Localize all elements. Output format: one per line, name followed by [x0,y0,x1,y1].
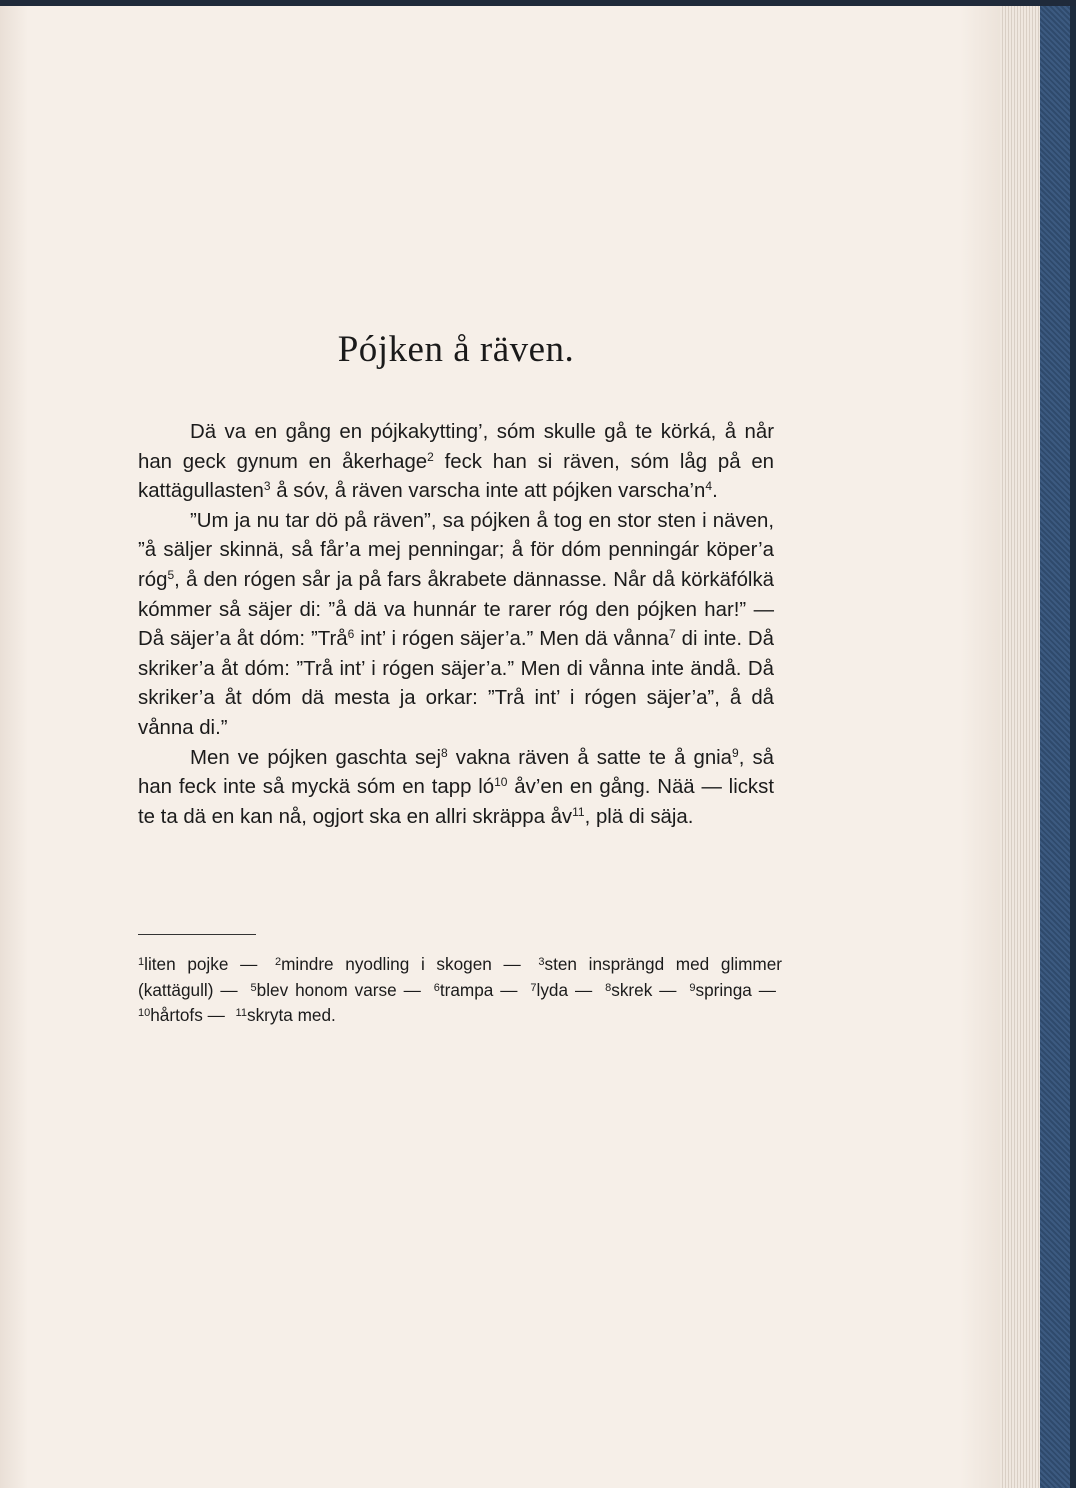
footnote-marker: 8 [441,745,448,760]
footnote-number: 9 [689,981,696,994]
text-run: . [712,480,718,503]
story-paragraph [138,744,774,833]
text-run: å sóv, å räven varscha inte att pójken varscha’n [270,480,706,503]
text-run: , så han feck inte så myckä sóm en tapp ló [138,746,774,799]
footnote-number: 5 [250,981,257,994]
footnote-number: 6 [433,981,440,994]
story-paragraph [138,418,774,507]
footnote-item [138,1005,225,1025]
page-title: Pójken å räven. [337,329,575,370]
text-run: , plä di säja. [584,805,694,828]
footnote-number: 8 [605,981,612,994]
text-run: di inte. Då skriker’a åt dóm: ”Trå int’ i rógen säjer’a.” Men di vånna inte ändå. Då skriker’a åt dóm dä mesta ja orkar: ”Trå int’ i rógen säjer’a”, å då vånna di.” [138,628,774,739]
text-run: int’ i rógen säjer’a.” Men dä vånna [354,628,670,651]
footnote-item [689,980,776,1000]
text-run: Men ve pójken gaschta sej [190,746,442,769]
footnote-text: mindre nyodling i skogen — [281,954,521,974]
footnote-marker: 5 [167,567,175,582]
story-body [138,418,774,832]
text-run: Dä va en gång en pójkakytting’, sóm skulle gå te körká, å når han geck gynum en åkerhage [138,421,774,473]
footnote-item [138,954,257,974]
footnote-item [530,980,592,1000]
footnote-text: sten insprängd med glimmer (kattägull) — [138,954,783,1000]
footnote-number: 10 [138,1007,151,1019]
scan-border [0,0,1076,6]
text-run: feck han si räven, sóm låg på en kattägullasten [138,450,774,503]
text-run: åv’en en gång. Nää — lickst te ta dä en kan nå, ogjort ska en allri skräppa åv [138,776,774,828]
footnote-text: liten pojke — [144,954,258,974]
footnote-item [605,980,676,1000]
footnote-marker: 9 [732,745,739,760]
footnote-item [275,954,521,974]
footnote-item [251,980,421,1000]
footnote-marker: 4 [705,479,713,494]
footnote-number: 11 [235,1007,247,1019]
footnote-number: 7 [530,981,537,994]
footnote-item [236,1005,336,1025]
text-run: , å den rógen sår ja på fars åkrabete dännasse. Når då körkäfólkä kómmer så säjer di: ”å dä va hunnár te rarer róg den pójken har!” — Då säjer’a åt dóm: ”Trå [138,568,774,651]
footnote-text: hårtofs — [150,1005,225,1025]
text-run: vakna räven å satte te å gnia [447,746,733,769]
footnote-number: 2 [274,956,282,968]
footnote-text: trampa — [439,979,518,1000]
footnote-text: skryta med. [246,1005,336,1025]
gutter-shadow [0,0,28,1488]
footnote-text: blev honom varse — [256,979,421,1000]
text-run: ”Um ja nu tar dö på räven”, sa pójken å tog en stor sten i näven, ”å säljer skinnä, så får’a mej penningar; å för dóm penningár köper’a róg [138,509,774,591]
footnote-text: springa — [695,979,776,1000]
footnote-item [434,980,518,1000]
footnote-number: 3 [538,956,545,968]
book-cover-edge [1070,0,1076,1488]
footnote-marker: 6 [347,627,355,642]
footnote-marker: 10 [494,775,508,790]
footnotes [138,952,782,1029]
footnote-text: lyda — [536,979,593,1000]
footnote-rule [138,934,256,935]
story-paragraph [138,507,774,744]
footnote-marker: 3 [263,479,271,494]
footnote-marker: 7 [669,627,676,642]
book-fore-edge [1000,0,1040,1488]
page-curl-shadow [960,0,1000,1488]
footnote-text: skrek — [611,979,677,1000]
footnote-number: 1 [138,956,145,968]
footnote-marker: 2 [427,449,434,464]
footnote-marker: 11 [572,804,585,819]
